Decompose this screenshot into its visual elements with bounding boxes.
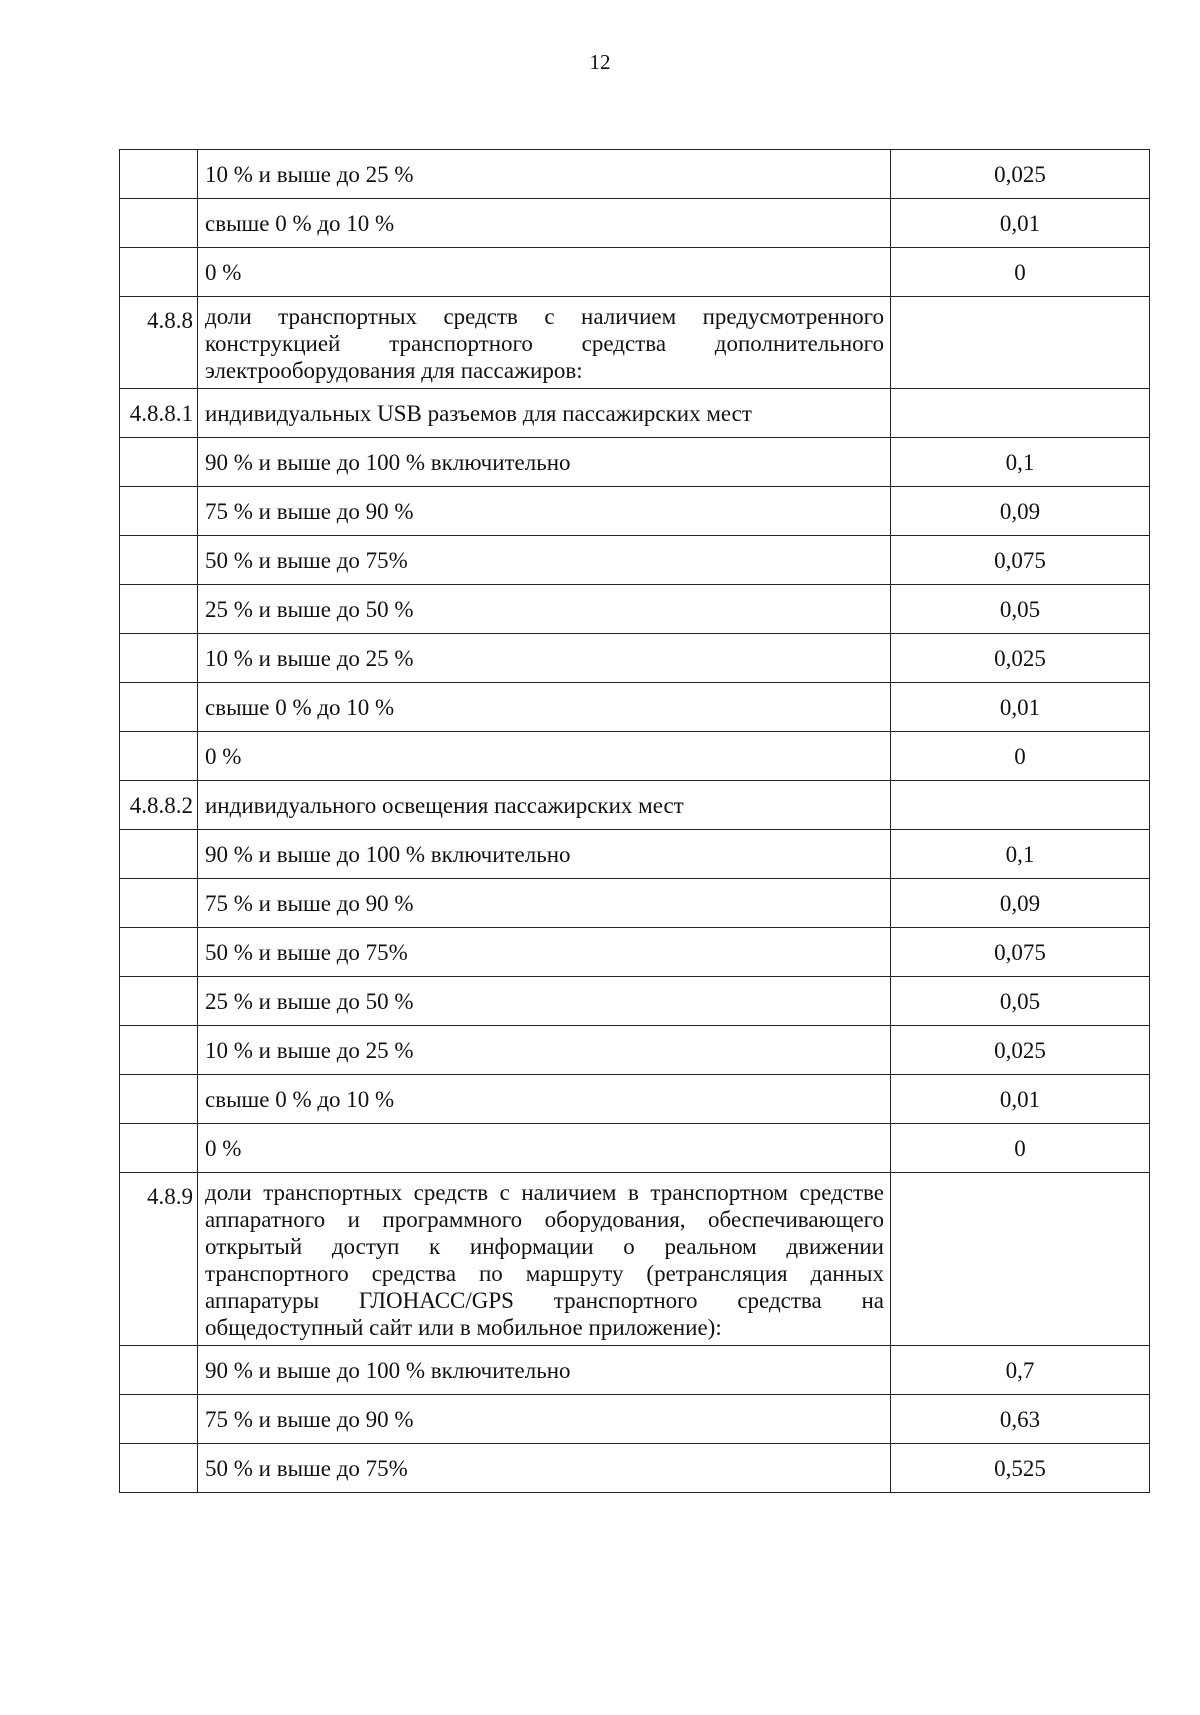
item-value: 0,01 — [891, 199, 1150, 248]
item-value — [891, 1173, 1150, 1346]
item-description: 10 % и выше до 25 % — [198, 150, 891, 199]
item-value: 0,1 — [891, 438, 1150, 487]
table-row — [120, 389, 1150, 438]
item-description: свыше 0 % до 10 % — [198, 199, 891, 248]
item-value — [891, 389, 1150, 438]
item-description: свыше 0 % до 10 % — [198, 683, 891, 732]
item-value: 0,025 — [891, 634, 1150, 683]
table-row — [120, 1026, 1150, 1075]
table-row — [120, 683, 1150, 732]
item-value — [891, 781, 1150, 830]
table-row — [120, 1075, 1150, 1124]
table-row — [120, 1124, 1150, 1173]
item-number — [120, 634, 198, 683]
item-description: 0 % — [198, 248, 891, 297]
item-number: 4.8.8.1 — [120, 389, 198, 438]
item-value: 0,01 — [891, 1075, 1150, 1124]
item-number — [120, 683, 198, 732]
item-number — [120, 248, 198, 297]
item-number — [120, 1124, 198, 1173]
item-description: доли транспортных средств с наличием предусмотренного конструкцией транспортного средства дополнительного электрооборудования для пассажиров: — [198, 297, 891, 389]
item-description: 25 % и выше до 50 % — [198, 977, 891, 1026]
table-row — [120, 928, 1150, 977]
item-value: 0,09 — [891, 487, 1150, 536]
item-number — [120, 438, 198, 487]
item-value: 0,05 — [891, 977, 1150, 1026]
item-value: 0,025 — [891, 150, 1150, 199]
table-row — [120, 1173, 1150, 1346]
item-value: 0,01 — [891, 683, 1150, 732]
item-value: 0,075 — [891, 928, 1150, 977]
item-value: 0,075 — [891, 536, 1150, 585]
item-number — [120, 487, 198, 536]
item-number — [120, 1026, 198, 1075]
item-description: 50 % и выше до 75% — [198, 928, 891, 977]
item-value: 0 — [891, 248, 1150, 297]
item-value — [891, 297, 1150, 389]
item-number — [120, 150, 198, 199]
table-row — [120, 1444, 1150, 1493]
item-description: 0 % — [198, 732, 891, 781]
table-row — [120, 732, 1150, 781]
table-row — [120, 199, 1150, 248]
table-row — [120, 830, 1150, 879]
table-row — [120, 438, 1150, 487]
item-number — [120, 732, 198, 781]
item-number: 4.8.9 — [120, 1173, 198, 1346]
item-description: 10 % и выше до 25 % — [198, 1026, 891, 1075]
item-description: индивидуального освещения пассажирских мест — [198, 781, 891, 830]
item-description: 75 % и выше до 90 % — [198, 487, 891, 536]
item-value: 0,525 — [891, 1444, 1150, 1493]
item-value: 0 — [891, 732, 1150, 781]
item-value: 0,7 — [891, 1346, 1150, 1395]
table-row — [120, 977, 1150, 1026]
table-row — [120, 781, 1150, 830]
item-description: 0 % — [198, 1124, 891, 1173]
item-description: 50 % и выше до 75% — [198, 536, 891, 585]
item-number — [120, 536, 198, 585]
table-row — [120, 248, 1150, 297]
item-number — [120, 879, 198, 928]
item-number — [120, 830, 198, 879]
item-description: 90 % и выше до 100 % включительно — [198, 438, 891, 487]
item-number — [120, 1346, 198, 1395]
item-description: 75 % и выше до 90 % — [198, 1395, 891, 1444]
item-number — [120, 977, 198, 1026]
item-value: 0,09 — [891, 879, 1150, 928]
item-description: 75 % и выше до 90 % — [198, 879, 891, 928]
item-description: свыше 0 % до 10 % — [198, 1075, 891, 1124]
item-description: 10 % и выше до 25 % — [198, 634, 891, 683]
item-number — [120, 199, 198, 248]
item-number — [120, 1395, 198, 1444]
item-number: 4.8.8 — [120, 297, 198, 389]
criteria-table — [119, 149, 1150, 1493]
item-value: 0 — [891, 1124, 1150, 1173]
item-value: 0,025 — [891, 1026, 1150, 1075]
page-number: 12 — [589, 50, 611, 74]
item-value: 0,63 — [891, 1395, 1150, 1444]
item-value: 0,1 — [891, 830, 1150, 879]
item-description: 90 % и выше до 100 % включительно — [198, 830, 891, 879]
item-description: индивидуальных USB разъемов для пассажирских мест — [198, 389, 891, 438]
item-description: 90 % и выше до 100 % включительно — [198, 1346, 891, 1395]
table-row — [120, 536, 1150, 585]
item-number — [120, 1075, 198, 1124]
table-row — [120, 487, 1150, 536]
item-number — [120, 1444, 198, 1493]
table-row — [120, 634, 1150, 683]
item-number — [120, 928, 198, 977]
item-value: 0,05 — [891, 585, 1150, 634]
table-row — [120, 1395, 1150, 1444]
table-row — [120, 1346, 1150, 1395]
table-row — [120, 585, 1150, 634]
table-row — [120, 297, 1150, 389]
item-number: 4.8.8.2 — [120, 781, 198, 830]
item-description: 25 % и выше до 50 % — [198, 585, 891, 634]
item-description: доли транспортных средств с наличием в транспортном средстве аппаратного и программного оборудования, обеспечивающего открытый доступ к информации о реальном движении транспортного средства по маршруту (ретрансляция данных аппаратуры ГЛОНАСС/GPS транспортного средства на общедоступный сайт или в мобильное приложение): — [198, 1173, 891, 1346]
item-number — [120, 585, 198, 634]
table-row — [120, 879, 1150, 928]
table-row — [120, 150, 1150, 199]
item-description: 50 % и выше до 75% — [198, 1444, 891, 1493]
